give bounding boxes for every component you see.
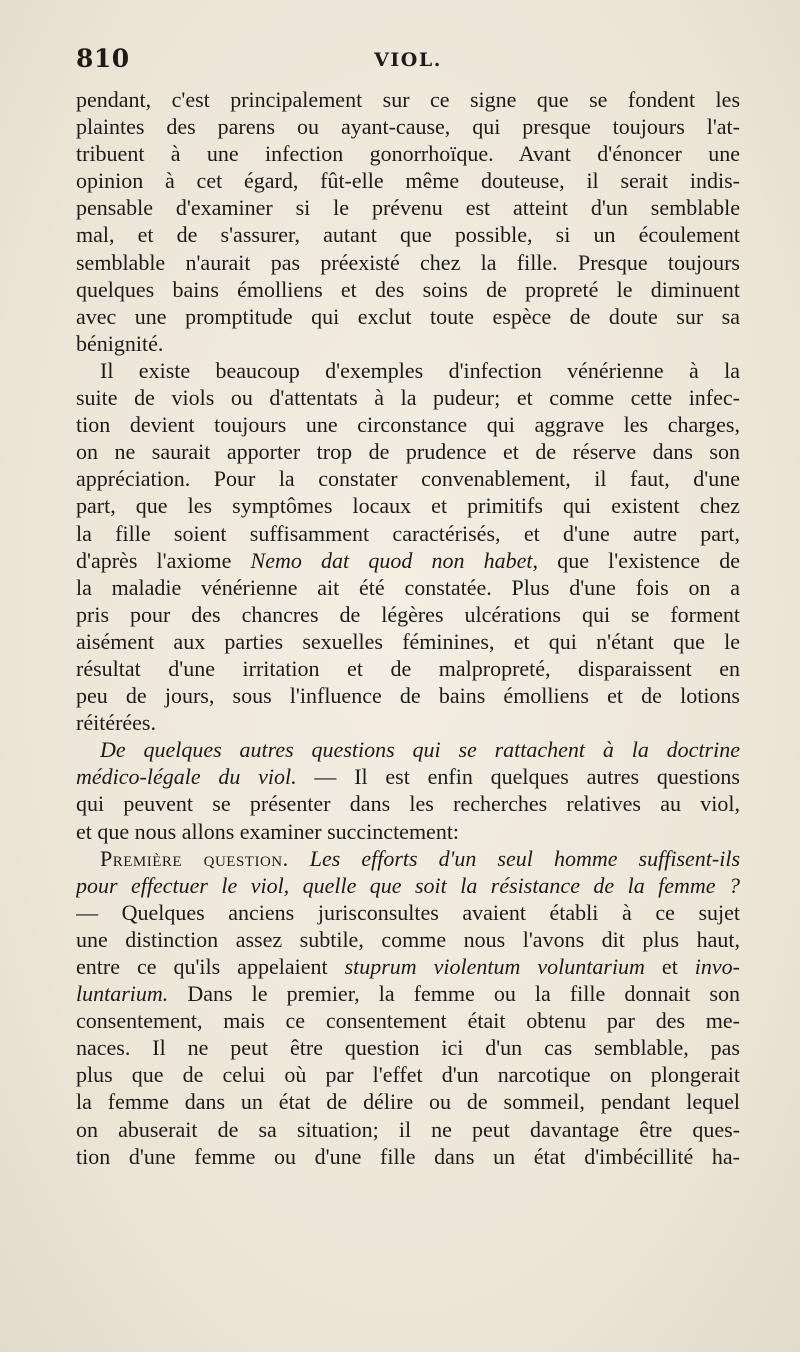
line-text: peu de jours, sous l'influence de bains émolliens et de lotions: [76, 683, 740, 709]
text-line: [76, 86, 740, 113]
line-text: part, que les symptômes locaux et primitifs qui existent chez: [76, 493, 740, 519]
line-text: tion d'une femme ou d'une fille dans un état d'imbécillité ha-: [76, 1143, 740, 1169]
line-text: aisément aux parties sexuelles féminines, et qui n'étant que le: [76, 628, 740, 654]
line-text: appréciation. Pour la constater convenablement, il faut, d'une: [76, 466, 740, 492]
text-line: [76, 411, 740, 438]
line-text: on ne saurait apporter trop de prudence et de réserve dans son: [76, 439, 740, 465]
line-text: une distinction assez subtile, comme nous l'avons dit plus haut,: [76, 926, 740, 952]
line-text: la maladie vénérienne ait été constatée. Plus d'une fois on a: [76, 574, 740, 600]
line-text: opinion à cet égard, fût-elle même douteuse, il serait indis-: [76, 168, 740, 194]
text-line: [76, 357, 740, 384]
line-text: tribuent à une infection gonorrhoïque. Avant d'énoncer une: [76, 141, 740, 167]
italic-text: médico-légale du viol.: [76, 764, 297, 790]
italic-text: luntarium.: [76, 981, 169, 1007]
text-line: [76, 303, 740, 330]
line-text: — Il est enfin quelques autres questions: [296, 764, 740, 790]
text-line: [76, 465, 740, 492]
line-text: on abuserait de sa situation; il ne peut davantage être ques-: [76, 1116, 740, 1142]
text-line: [76, 140, 740, 167]
line-text: naces. Il ne peut être question ici d'un cas semblable, pas: [76, 1035, 740, 1061]
line-text: avec une promptitude qui exclut toute espèce de doute sur sa: [76, 303, 740, 329]
line-text: et que nous allons examiner succinctement:: [76, 818, 460, 844]
line-text: réitérées.: [76, 710, 156, 736]
text-line: [76, 763, 740, 790]
text-line: [76, 520, 740, 547]
text-line: [76, 276, 740, 303]
line-text: Dans le premier, la femme ou la fille donnait son: [168, 981, 740, 1007]
line-text: suite de viols ou d'attentats à la pudeur; et comme cette infec-: [76, 385, 740, 411]
text-line: [76, 1034, 740, 1061]
text-line: [76, 221, 740, 248]
line-text: consentement, mais ce consentement était obtenu par des me-: [76, 1008, 740, 1034]
text-line: [76, 926, 740, 953]
text-line: [76, 249, 740, 276]
text-line: [76, 709, 740, 736]
line-text: d'après l'axiome: [76, 547, 251, 573]
text-line: [76, 574, 740, 601]
text-line: [76, 1116, 740, 1143]
text-line: [76, 1007, 740, 1034]
italic-text: Nemo dat quod non habet: [250, 547, 533, 573]
line-text: , que l'existence de: [532, 547, 740, 573]
text-line: [76, 601, 740, 628]
line-text: pris pour des chancres de légères ulcérations qui se forment: [76, 601, 740, 627]
line-text: plus que de celui où par l'effet d'un narcotique on plongerait: [76, 1062, 740, 1088]
line-text: entre ce qu'ils appelaient: [76, 954, 345, 979]
text-line: [76, 1143, 740, 1170]
text-line: [76, 492, 740, 519]
line-text: plaintes des parens ou ayant-cause, qui presque toujours l'at-: [76, 114, 740, 140]
line-text: résultat d'une irritation et de malpropreté, disparaissent en: [76, 655, 740, 681]
line-text: mal, et de s'assurer, autant que possible, si un écoulement: [76, 222, 740, 248]
text-line: [76, 845, 740, 872]
text-line: [76, 194, 740, 221]
italic-text: stuprum violentum voluntarium: [344, 954, 645, 979]
body-text: [76, 86, 740, 1170]
text-line: [76, 628, 740, 655]
text-line: [76, 899, 740, 926]
text-line: [76, 1088, 740, 1115]
text-line: [76, 438, 740, 465]
running-title: VIOL.: [374, 49, 442, 71]
line-text: la femme dans un état de délire ou de sommeil, pendant lequel: [76, 1089, 740, 1115]
text-line: [76, 736, 740, 763]
line-text: semblable n'aurait pas préexisté chez la fille. Presque toujours: [76, 249, 740, 275]
text-line: [76, 872, 740, 899]
page-number: 810: [76, 44, 130, 73]
line-text: pendant, c'est principalement sur ce signe que se fondent les: [76, 87, 740, 112]
text-line: [76, 167, 740, 194]
italic-text: invo-: [694, 954, 740, 979]
text-line: [76, 384, 740, 411]
text-line: [76, 655, 740, 682]
italic-text: De quelques autres questions qui se rattachent à la doctrine: [100, 737, 740, 763]
text-line: [76, 818, 740, 845]
text-line: [76, 330, 740, 357]
italic-text: pour effectuer le viol, quelle que soit la résistance de la femme ?: [76, 872, 740, 898]
line-text: la fille soient suffisamment caractérisés, et d'une autre part,: [76, 520, 740, 546]
text-line: [76, 682, 740, 709]
line-text: pensable d'examiner si le prévenu est atteint d'un semblable: [76, 195, 740, 221]
line-text: — Quelques anciens jurisconsultes avaient établi à ce sujet: [76, 899, 740, 925]
text-line: [76, 547, 740, 574]
text-line: [76, 1061, 740, 1088]
text-line: [76, 790, 740, 817]
text-line: [76, 113, 740, 140]
text-line: [76, 980, 740, 1007]
line-text: bénignité.: [76, 330, 164, 356]
line-text: qui peuvent se présenter dans les recherches relatives au viol,: [76, 791, 740, 817]
italic-text: Les efforts d'un seul homme suffisent-ils: [288, 845, 740, 871]
section-label: Première question.: [100, 845, 289, 871]
running-head: [76, 44, 740, 76]
line-text: et: [644, 954, 695, 979]
line-text: Il existe beaucoup d'exemples d'infection vénérienne à la: [100, 357, 740, 383]
line-text: quelques bains émolliens et des soins de propreté le diminuent: [76, 276, 740, 302]
text-line: [76, 953, 740, 980]
line-text: tion devient toujours une circonstance qui aggrave les charges,: [76, 412, 740, 438]
